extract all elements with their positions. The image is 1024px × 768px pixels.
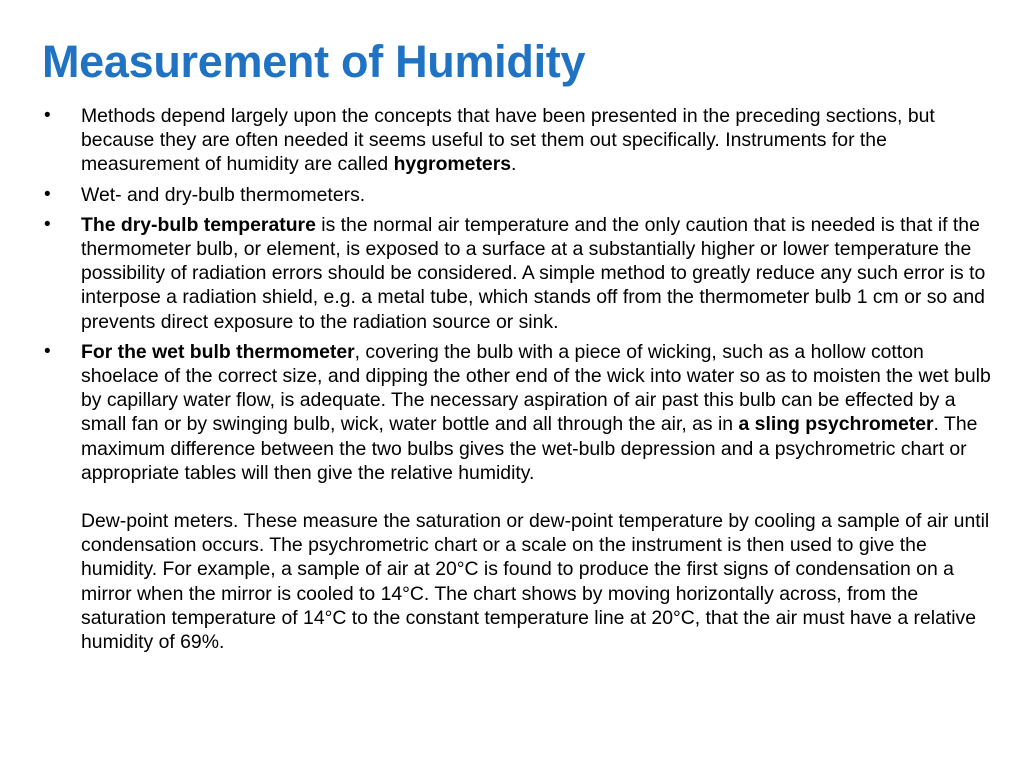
bullet-bold-term-sling: a sling psychrometer (738, 413, 934, 436)
bullet-text: Methods depend largely upon the concepts that have been presented in the preceding sections, but because they are often needed it seems useful to set them out specifically. Instruments for the measurement of humidity are called (81, 105, 935, 176)
bullet-text-tail: . (511, 153, 517, 176)
bullet-bold-term: hygrometers (393, 153, 512, 176)
paragraph-gap (81, 485, 1002, 509)
bullet-text: , covering the bulb with a piece of wicking, such as a hollow cotton shoelace of the correct size, and dipping the other end of the wick into water so as to moisten the wet bulb by capillary water flow, is adequate. The necessary aspiration of air past this bulb can be effected by a small fan or by swinging bulb, wick, water bottle and all through the air, as in (81, 340, 991, 436)
bullet-item-wet-bulb (44, 340, 1002, 654)
bullet-item-dry-bulb (44, 213, 1002, 334)
bullet-paragraph-dew-point: Dew-point meters. These measure the saturation or dew-point temperature by cooling a sample of air until condensation occurs. The psychrometric chart or a scale on the instrument is then used to give the humidity. For example, a sample of air at 20°C is found to produce the first signs of condensation on a mirror when the mirror is cooled to 14°C. The chart shows by moving horizontally across, from the saturation temperature of 14°C to the constant temperature line at 20°C, that the air must have a relative humidity of 69%. (81, 510, 990, 654)
bullet-dot-icon: • (44, 183, 51, 205)
bullet-dot-icon: • (44, 105, 51, 126)
bullet-item-hygrometers (44, 104, 1002, 177)
bullet-text-continued: . The maximum difference between the two bulbs gives the wet-bulb depression and a psychrometric chart or appropriate tables will then give the relative humidity. (81, 413, 978, 484)
bullet-text: Wet- and dry-bulb thermometers. (81, 183, 366, 206)
bullet-list (44, 104, 1002, 660)
bullet-bold-term: The dry-bulb temperature (81, 213, 316, 236)
bullet-item-wet-dry (44, 183, 1002, 207)
bullet-text: is the normal air temperature and the only caution that is needed is that if the thermometer bulb, or element, is exposed to a surface at a substantially higher or lower temperature the possibility of radiation errors should be considered. A simple method to greatly reduce any such error is to interpose a radiation shield, e.g. a metal tube, which stands off from the thermometer bulb 1 cm or so and prevents direct exposure to the radiation source or sink. (81, 213, 986, 333)
bullet-dot-icon: • (44, 340, 51, 362)
bullet-bold-term: For the wet bulb thermometer (81, 340, 355, 363)
slide-title: Measurement of Humidity (42, 36, 586, 87)
bullet-dot-icon: • (44, 213, 51, 235)
